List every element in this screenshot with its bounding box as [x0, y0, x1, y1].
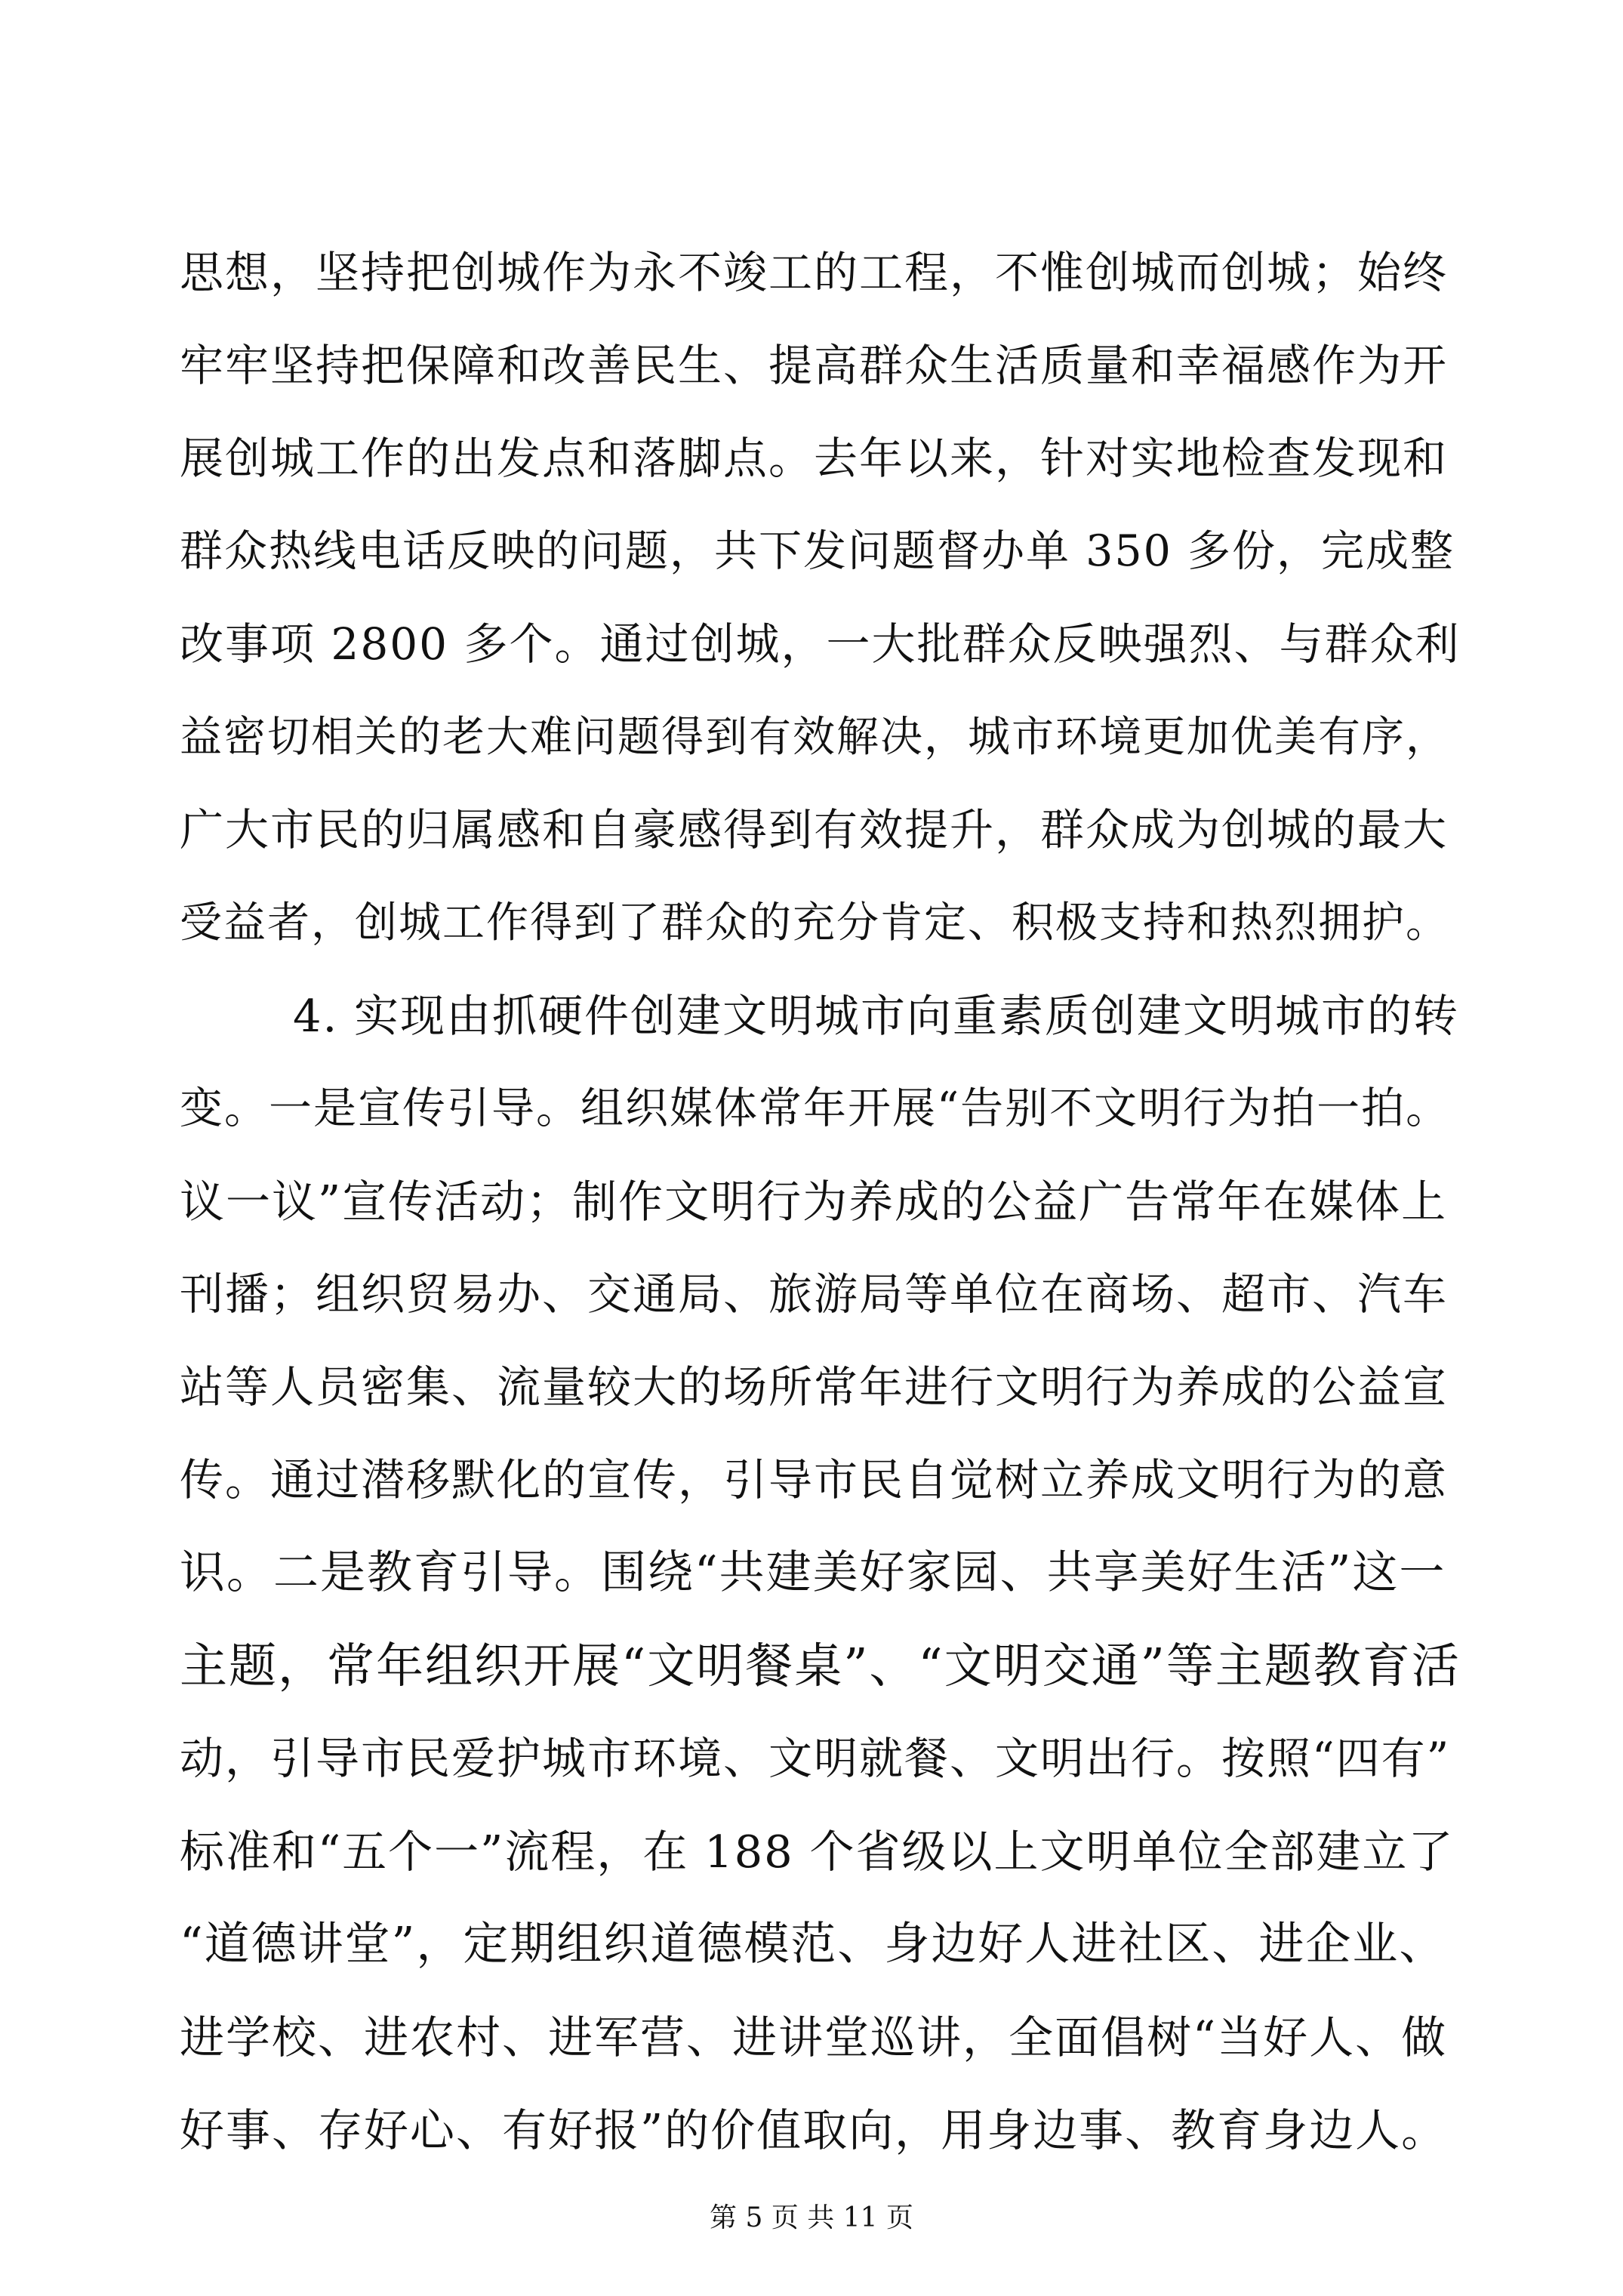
text-line: 展创城工作的出发点和落脚点。去年以来，针对实地检查发现和 — [180, 433, 1449, 484]
text-line: 主题，常年组织开展“文明餐桌”、“文明交通”等主题教育活 — [180, 1638, 1461, 1693]
text-line: 好事、存好心、有好报”的价值取向，用身边事、教育身边人。 — [180, 2104, 1448, 2156]
text-line: 标准和“五个一”流程，在 188 个省级以上文明单位全部建立了 — [180, 1826, 1455, 1878]
text-line: 刊播；组织贸易办、交通局、旅游局等单位在商场、超市、汽车 — [180, 1268, 1449, 1320]
text-line: 传。通过潜移默化的宣传，引导市民自觉树立养成文明行为的意 — [180, 1454, 1449, 1505]
page-number-footer: 第 5 页 共 11 页 — [710, 2202, 913, 2233]
paragraph-4-first-line: 4. 实现由抓硬件创建文明城市向重素质创建文明城市的转 — [293, 990, 1460, 1042]
text-line: 识。二是教育引导。围绕“共建美好家园、共享美好生活”这一 — [180, 1546, 1446, 1599]
text-line: 动，引导市民爱护城市环境、文明就餐、文明出行。按照“四有” — [180, 1733, 1451, 1784]
text-line: 益密切相关的老大难问题得到有效解决，城市环境更加优美有序， — [180, 713, 1449, 762]
text-line: “道德讲堂”，定期组织道德模范、身边好人进社区、进企业、 — [180, 1918, 1446, 1971]
text-line: 群众热线电话反映的问题，共下发问题督办单 350 多份，完成整 — [180, 526, 1455, 576]
text-line: 进学校、进农村、进军营、进讲堂巡讲，全面倡树“当好人、做 — [180, 2011, 1448, 2063]
text-line: 广大市民的归属感和自豪感得到有效提升，群众成为创城的最大 — [180, 804, 1449, 855]
text-line: 站等人员密集、流量较大的场所常年进行文明行为养成的公益宣 — [180, 1361, 1449, 1413]
text-line: 改事项 2800 多个。通过创城，一大批群众反映强烈、与群众利 — [180, 618, 1461, 670]
text-line: 思想，坚持把创城作为永不竣工的工程，不惟创城而创城；始终 — [180, 247, 1449, 298]
text-line: 牢牢坚持把保障和改善民生、提高群众生活质量和幸福感作为开 — [180, 340, 1449, 391]
text-line: 议一议”宣传活动；制作文明行为养成的公益广告常年在媒体上 — [180, 1176, 1448, 1228]
text-line: 受益者，创城工作得到了群众的充分肯定、积极支持和热烈拥护。 — [180, 898, 1449, 948]
text-line: 变。一是宣传引导。组织媒体常年开展“告别不文明行为拍一拍。 — [180, 1083, 1451, 1133]
